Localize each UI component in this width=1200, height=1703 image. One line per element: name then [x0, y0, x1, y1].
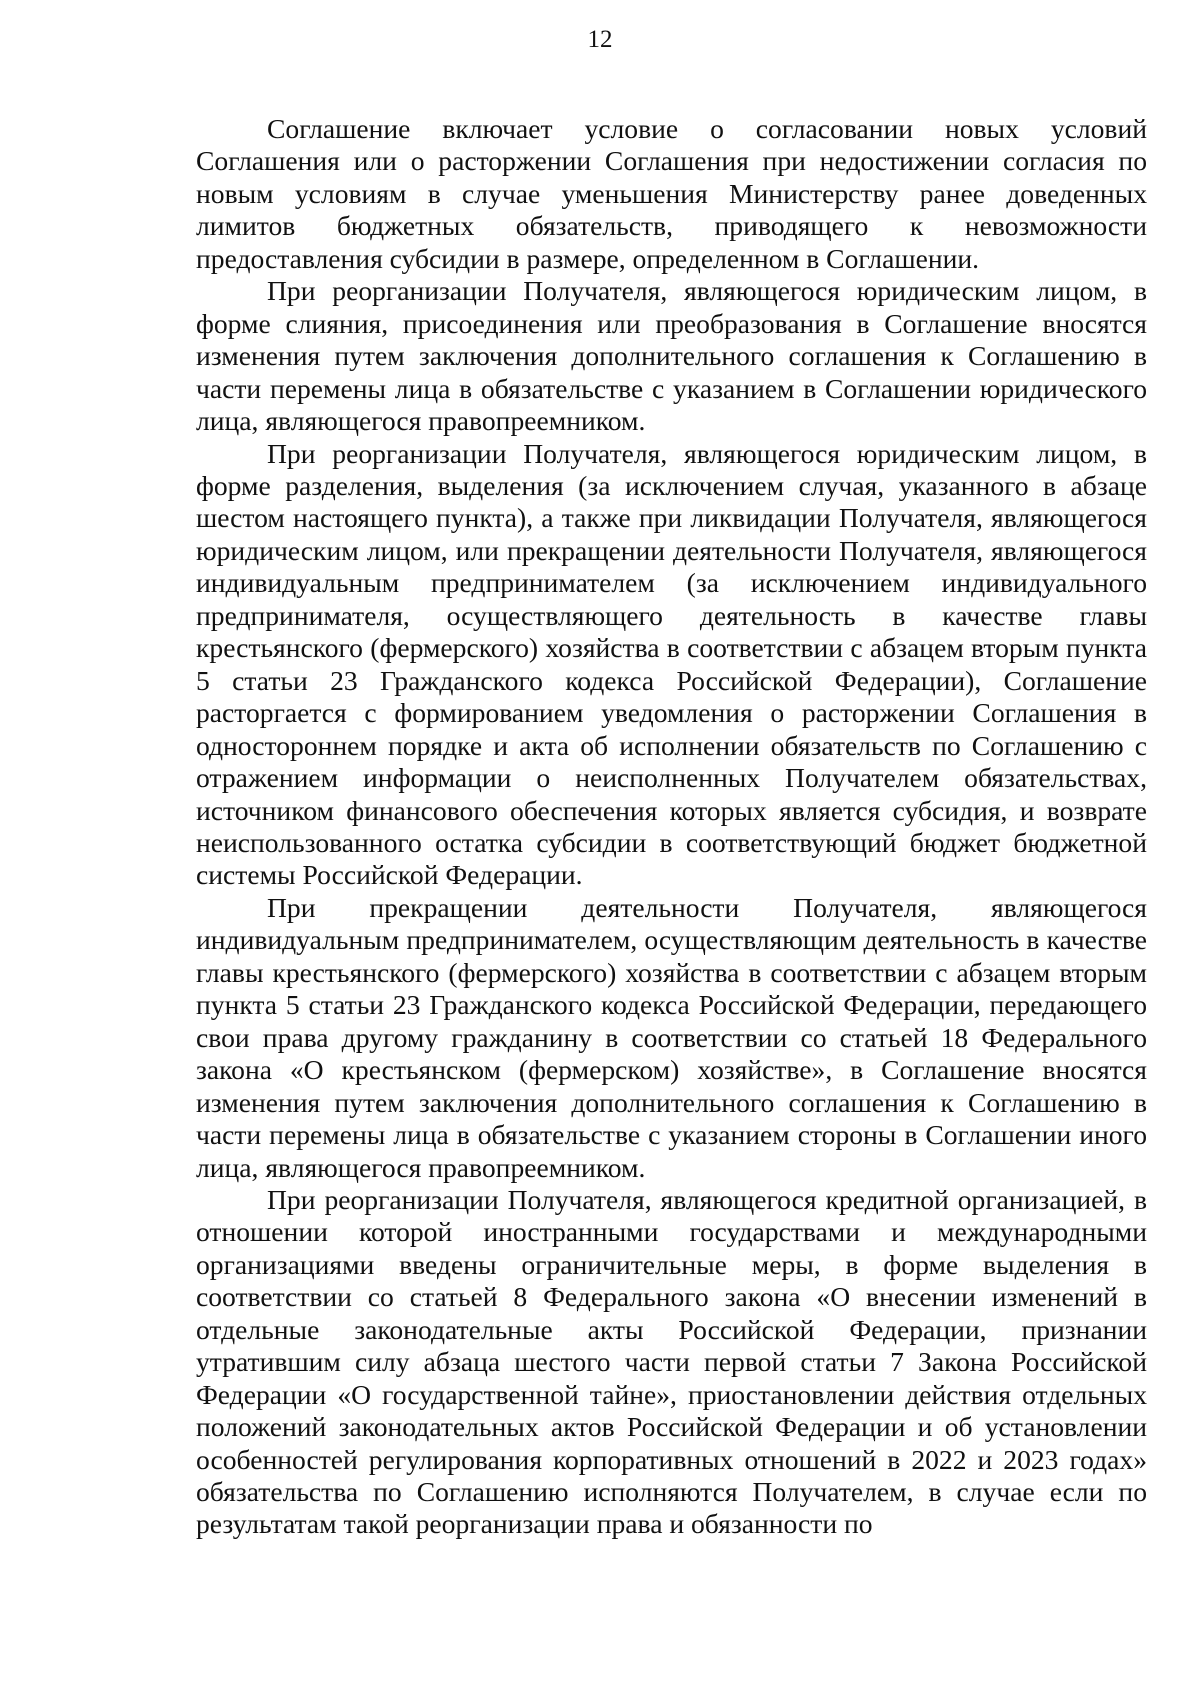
page-number: 12 [587, 26, 613, 53]
paragraph-5: При реорганизации Получателя, являющегося кредитной организацией, в отношении которой иностранными государствами и международными организациями введены ограничительные меры, в форме выделения в соответствии со статьей 8 Федерального закона «О внесении изменений в отдельные законодательные акты Российской Федерации, признании утратившим силу абзаца шестого части первой статьи 7 Закона Российской Федерации «О государственной тайне», приостановлении действия отдельных положений законодательных актов Российской Федерации и об установлении особенностей регулирования корпоративных отношений в 2022 и 2023 годах» обязательства по Соглашению исполняются Получателем, в случае если по результатам такой реорганизации права и обязанности по [196, 1183, 1147, 1540]
document-body [196, 113, 1147, 1541]
paragraph-1: Соглашение включает условие о согласовании новых условий Соглашения или о расторжении Соглашения при недостижении согласия по новым условиям в случае уменьшения Министерству ранее доведенных лимитов бюджетных обязательств, приводящего к невозможности предоставления субсидии в размере, определенном в Соглашении. [196, 113, 1147, 274]
paragraph-4: При прекращении деятельности Получателя, являющегося индивидуальным предпринимателем, осуществляющим деятельность в качестве главы крестьянского (фермерского) хозяйства в соответствии с абзацем вторым пункта 5 статьи 23 Гражданского кодекса Российской Федерации, передающего свои права другому гражданину в соответствии со статьей 18 Федерального закона «О крестьянском (фермерском) хозяйстве», в Соглашение вносятся изменения путем заключения дополнительного соглашения к Соглашению в части перемены лица в обязательстве с указанием стороны в Соглашении иного лица, являющегося правопреемником. [196, 891, 1147, 1183]
paragraph-2: При реорганизации Получателя, являющегося юридическим лицом, в форме слияния, присоединения или преобразования в Соглашение вносятся изменения путем заключения дополнительного соглашения к Соглашению в части перемены лица в обязательстве с указанием в Соглашении юридического лица, являющегося правопреемником. [196, 275, 1147, 437]
paragraph-3: При реорганизации Получателя, являющегося юридическим лицом, в форме разделения, выделения (за исключением случая, указанного в абзаце шестом настоящего пункта), а также при ликвидации Получателя, являющегося юридическим лицом, или прекращении деятельности Получателя, являющегося индивидуальным предпринимателем (за исключением индивидуального предпринимателя, осуществляющего деятельность в качестве главы крестьянского (фермерского) хозяйства в соответствии с абзацем вторым пункта 5 статьи 23 Гражданского кодекса Российской Федерации), Соглашение расторгается с формированием уведомления о расторжении Соглашения в одностороннем порядке и акта об исполнении обязательств по Соглашению с отражением информации о неисполненных Получателем обязательствах, источником финансового обеспечения которых является субсидия, и возврате неиспользованного остатка субсидии в соответствующий бюджет бюджетной системы Российской Федерации. [196, 437, 1147, 891]
